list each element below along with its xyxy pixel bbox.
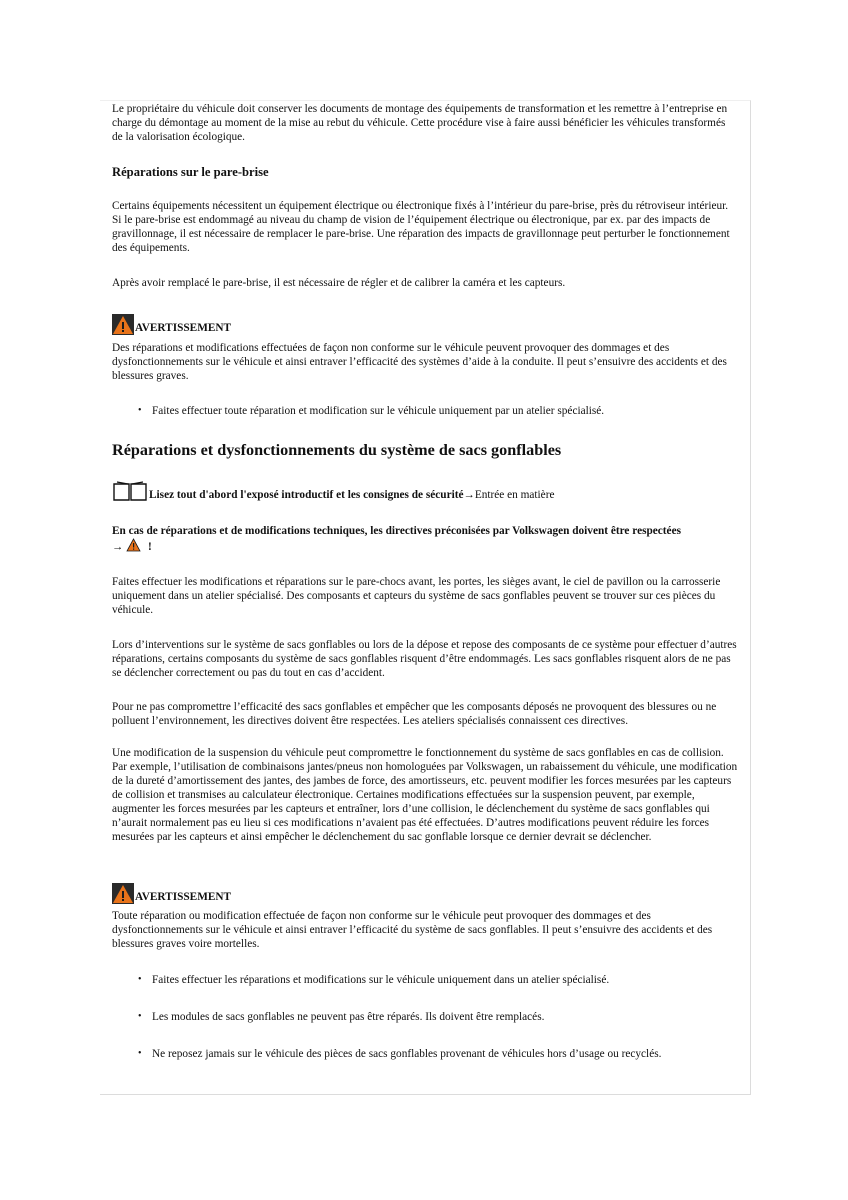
list-item bbox=[138, 973, 738, 987]
bullet-icon: • bbox=[138, 1011, 142, 1022]
volkswagen-directives-notice bbox=[112, 524, 738, 554]
warning-2-title-text: AVERTISSEMENT bbox=[135, 891, 232, 903]
notice-text: En cas de réparations et de modifications techniques, les directives préconisées par Volkswagen doivent être respectées bbox=[112, 525, 681, 537]
list-item-text: Faites effectuer toute réparation et modification sur le véhicule uniquement par un atelier spécialisé. bbox=[152, 405, 605, 417]
warning-triangle-icon[interactable] bbox=[126, 538, 141, 552]
list-item bbox=[138, 404, 738, 418]
notice-arrow: → bbox=[112, 541, 124, 553]
paragraph-owner-documents: Le propriétaire du véhicule doit conserver les documents de montage des équipements de transformation et les remettre à l’entreprise en charge du démontage au moment de la mise au rebut du véhicule. Cette procédure vise à faire aussi bénéficier les véhicules transformés de la valorisation écologique. bbox=[112, 103, 728, 143]
list-item-text: Les modules de sacs gonflables ne peuvent pas être réparés. Ils doivent être remplacés. bbox=[152, 1011, 545, 1023]
paragraph-suspension-modification: Une modification de la suspension du véhicule peut compromettre le fonctionnement du système de sacs gonflables en cas de collision. Par exemple, l’utilisation de combinaisons jantes/pneus non homologuées par Volkswagen, un rabaissement du véhicule, une modification de la dureté d’amortissement des jantes, des jambes de force, des amortisseurs, etc. peuvent modifier les forces mesurées par les capteurs de collision et transmises au calculateur électronique. Certaines modifications effectuées sur la suspension peuvent, par exemple, augmenter les forces mesurées par les capteurs et entraîner, lors d’une collision, le déclenchement du système de sacs gonflables qui n’aurait normalement pas eu lieu si ces modifications n’avaient pas été effectuées. D’autres modifications peuvent réduire les forces mesurées par les capteurs et ainsi empêcher le déclenchement du sac gonflable lorsque ce dernier devrait se déclencher. bbox=[112, 747, 738, 843]
warning-1-title bbox=[112, 314, 738, 335]
bullet-icon: • bbox=[138, 974, 142, 985]
warning-1-title-text: AVERTISSEMENT bbox=[135, 322, 232, 334]
bullet-icon: • bbox=[138, 405, 142, 416]
paragraph-airbag-directives: Pour ne pas compromettre l’efficacité des sacs gonflables et empêcher que les composants déposés ne provoquent des blessures ou ne polluent l’environnement, les directives doivent être respectées. Les ateliers spécialisés connaissent ces directives. bbox=[112, 701, 717, 727]
list-item bbox=[138, 1047, 738, 1061]
bullet-icon: • bbox=[138, 1048, 142, 1059]
warning-1-text: Des réparations et modifications effectuées de façon non conforme sur le véhicule peuvent provoquer des dommages et des dysfonctionnements sur le véhicule et ainsi entraver l’efficacité des systèmes d’aide à la conduite. Il peut s’ensuivre des accidents et des blessures graves. bbox=[112, 342, 727, 382]
warning-triangle-icon bbox=[112, 314, 134, 335]
paragraph-airbag-interventions: Lors d’interventions sur le système de sacs gonflables ou lors de la dépose et repose des composants de ce système pour effectuer d’autres réparations, certains composants du système de sacs gonflables risquent d’être endommagés. Les sacs gonflables risquent alors de ne pas se déclencher correctement ou pas du tout en cas d’accident. bbox=[112, 639, 737, 679]
paragraph-windshield-calibration: Après avoir remplacé le pare-brise, il est nécessaire de régler et de calibrer la caméra et les capteurs. bbox=[112, 277, 566, 289]
notice-exclamation: ! bbox=[147, 541, 152, 553]
heading-airbag-repairs: Réparations et dysfonctionnements du système de sacs gonflables bbox=[112, 441, 562, 459]
warning-2-title bbox=[112, 883, 738, 904]
intro-bold-text: Lisez tout d'abord l'exposé introductif et les consignes de sécurité bbox=[149, 489, 464, 501]
list-item bbox=[138, 1010, 738, 1024]
intro-link[interactable]: →Entrée en matière bbox=[463, 489, 555, 501]
warning-triangle-icon bbox=[112, 883, 134, 904]
warning-2-text: Toute réparation ou modification effectuée de façon non conforme sur le véhicule peut provoquer des dommages et des dysfonctionnements sur le véhicule et ainsi entraver l’efficacité du système de sacs gonflables. Il peut s’ensuivre des accidents et des blessures graves voire mortelles. bbox=[112, 910, 713, 950]
open-book-icon bbox=[112, 481, 148, 502]
intro-instruction bbox=[112, 481, 738, 502]
heading-windshield-repairs: Réparations sur le pare-brise bbox=[112, 165, 269, 179]
paragraph-windshield-equipment: Certains équipements nécessitent un équipement électrique ou électronique fixés à l’intérieur du pare-brise, près du rétroviseur intérieur. Si le pare-brise est endommagé au niveau du champ de vision de l’équipement électrique ou électronique, par ex. par des impacts de gravillonnage, il est nécessaire de remplacer le pare-brise. Une réparation des impacts de gravillonnage peut perturber le fonctionnement des équipements. bbox=[112, 200, 730, 254]
list-item-text: Ne reposez jamais sur le véhicule des pièces de sacs gonflables provenant de véhicules hors d’usage ou recyclés. bbox=[152, 1048, 662, 1060]
list-item-text: Faites effectuer les réparations et modifications sur le véhicule uniquement dans un atelier spécialisé. bbox=[152, 974, 610, 986]
paragraph-specialized-workshop: Faites effectuer les modifications et réparations sur le pare-chocs avant, les portes, les sièges avant, le ciel de pavillon ou la carrosserie uniquement dans un atelier spécialisé. Des composants et capteurs du système de sacs gonflables peuvent se trouver sur ces pièces du véhicule. bbox=[112, 576, 721, 616]
